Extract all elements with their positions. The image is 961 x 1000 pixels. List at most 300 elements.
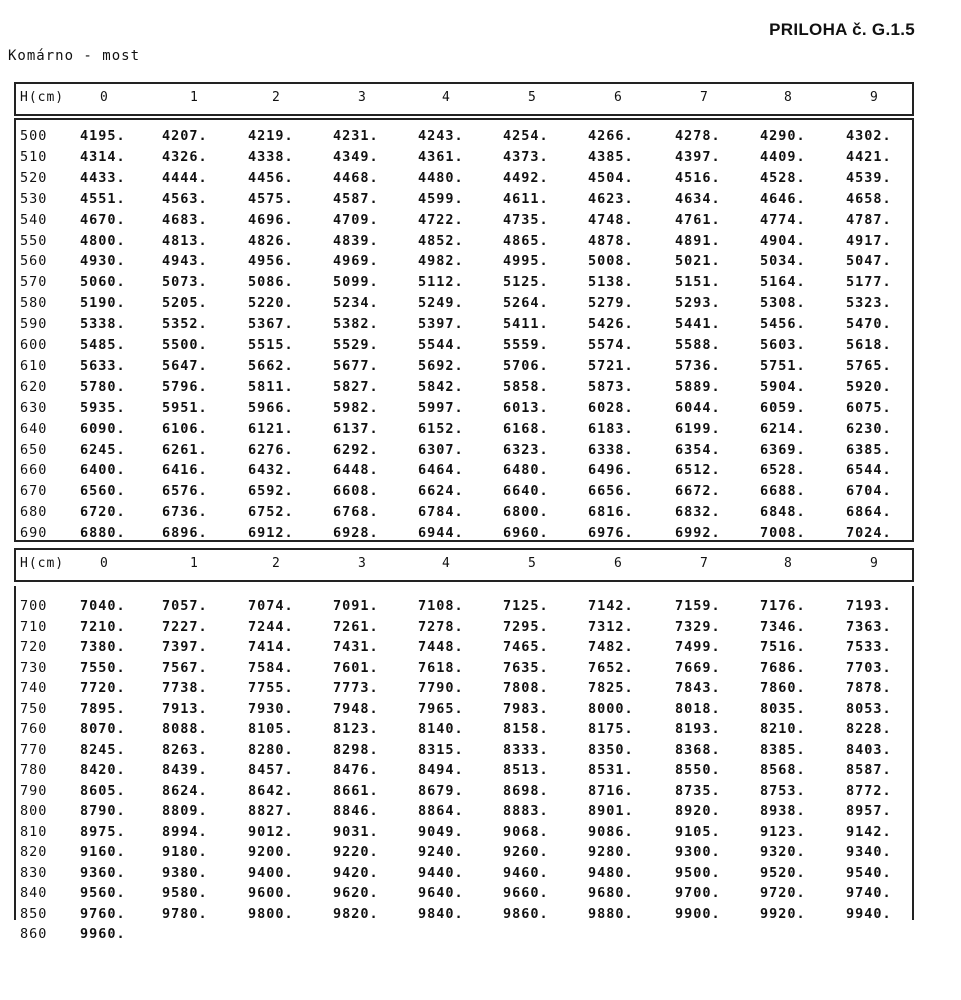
discharge-cell: 5544. xyxy=(418,337,464,353)
discharge-cell: 9031. xyxy=(333,823,379,840)
discharge-cell: 8385. xyxy=(760,741,806,758)
discharge-cell: 8105. xyxy=(248,721,294,737)
discharge-cell: 5500. xyxy=(162,337,208,353)
table-row xyxy=(0,212,961,233)
discharge-cell: 5618. xyxy=(846,337,892,353)
discharge-cell: 5021. xyxy=(675,253,721,270)
discharge-cell: 7965. xyxy=(418,700,464,717)
table-row xyxy=(0,253,961,274)
discharge-cell: 4878. xyxy=(588,232,634,249)
discharge-cell: 8263. xyxy=(162,741,208,758)
header-col-4: 4 xyxy=(442,90,451,105)
discharge-cell: 8901. xyxy=(588,803,634,819)
water-level-cell: 710 xyxy=(20,618,48,635)
discharge-cell: 5677. xyxy=(333,357,379,374)
discharge-cell: 4852. xyxy=(418,232,464,249)
water-level-cell: 520 xyxy=(20,169,48,186)
discharge-cell: 6354. xyxy=(675,441,721,458)
discharge-cell: 6928. xyxy=(333,525,379,542)
discharge-cell: 4634. xyxy=(675,190,721,207)
header-col-9: 9 xyxy=(870,556,879,571)
discharge-cell: 4290. xyxy=(760,128,806,144)
discharge-cell: 5796. xyxy=(162,378,208,395)
discharge-cell: 4516. xyxy=(675,169,721,186)
table-row xyxy=(0,721,961,742)
discharge-cell: 6230. xyxy=(846,420,892,437)
discharge-cell: 8698. xyxy=(503,782,549,799)
water-level-cell: 810 xyxy=(20,823,48,840)
discharge-cell: 6044. xyxy=(675,399,721,416)
header-col-3: 3 xyxy=(358,556,367,571)
discharge-cell: 9320. xyxy=(760,844,806,860)
table-row xyxy=(0,885,961,906)
discharge-cell: 7482. xyxy=(588,639,634,655)
discharge-cell: 7825. xyxy=(588,680,634,696)
discharge-cell: 6416. xyxy=(162,462,208,479)
discharge-cell: 4826. xyxy=(248,232,294,249)
discharge-cell: 8123. xyxy=(333,721,379,737)
discharge-cell: 6168. xyxy=(503,420,549,437)
discharge-cell: 6245. xyxy=(80,441,126,458)
discharge-cell: 5588. xyxy=(675,337,721,353)
discharge-cell: 8439. xyxy=(162,762,208,778)
discharge-cell: 6976. xyxy=(588,525,634,542)
discharge-cell: 6576. xyxy=(162,483,208,500)
water-level-cell: 500 xyxy=(20,128,48,144)
discharge-cell: 4385. xyxy=(588,148,634,165)
discharge-cell: 8000. xyxy=(588,700,634,717)
discharge-cell: 5889. xyxy=(675,378,721,395)
table-row xyxy=(0,660,961,681)
header-col-2: 2 xyxy=(272,556,281,571)
discharge-cell: 4800. xyxy=(80,232,126,249)
table-header-1 xyxy=(14,82,914,116)
table-row xyxy=(0,762,961,783)
discharge-cell: 4409. xyxy=(760,148,806,165)
water-level-cell: 650 xyxy=(20,441,48,458)
discharge-cell: 4373. xyxy=(503,148,549,165)
discharge-cell: 4748. xyxy=(588,211,634,228)
discharge-cell: 7790. xyxy=(418,680,464,696)
discharge-cell: 4930. xyxy=(80,253,126,270)
discharge-cell: 5323. xyxy=(846,295,892,312)
discharge-cell: 9180. xyxy=(162,844,208,860)
discharge-cell: 4575. xyxy=(248,190,294,207)
discharge-cell: 6261. xyxy=(162,441,208,458)
water-level-cell: 700 xyxy=(20,598,48,614)
discharge-cell: 5125. xyxy=(503,274,549,291)
discharge-cell: 4813. xyxy=(162,232,208,249)
water-level-cell: 720 xyxy=(20,639,48,655)
discharge-cell: 6784. xyxy=(418,504,464,521)
discharge-cell: 9940. xyxy=(846,905,892,922)
discharge-cell: 7652. xyxy=(588,659,634,676)
discharge-cell: 6864. xyxy=(846,504,892,521)
discharge-cell: 8193. xyxy=(675,721,721,737)
discharge-cell: 9520. xyxy=(760,864,806,881)
discharge-cell: 7091. xyxy=(333,598,379,614)
water-level-cell: 620 xyxy=(20,378,48,395)
discharge-cell: 6448. xyxy=(333,462,379,479)
discharge-cell: 9160. xyxy=(80,844,126,860)
discharge-cell: 5780. xyxy=(80,378,126,395)
discharge-cell: 5904. xyxy=(760,378,806,395)
header-col-8: 8 xyxy=(784,90,793,105)
discharge-cell: 6152. xyxy=(418,420,464,437)
water-level-cell: 580 xyxy=(20,295,48,312)
discharge-cell: 4761. xyxy=(675,211,721,228)
discharge-cell: 5411. xyxy=(503,316,549,333)
table-row xyxy=(0,233,961,254)
discharge-cell: 7843. xyxy=(675,680,721,696)
water-level-cell: 570 xyxy=(20,274,48,291)
discharge-cell: 7618. xyxy=(418,659,464,676)
discharge-cell: 5873. xyxy=(588,378,634,395)
discharge-cell: 5827. xyxy=(333,378,379,395)
table-row xyxy=(0,504,961,525)
water-level-cell: 840 xyxy=(20,885,48,901)
discharge-cell: 4865. xyxy=(503,232,549,249)
discharge-cell: 5920. xyxy=(846,378,892,395)
header-col-6: 6 xyxy=(614,90,623,105)
discharge-cell: 5706. xyxy=(503,357,549,374)
discharge-cell: 5060. xyxy=(80,274,126,291)
discharge-cell: 5352. xyxy=(162,316,208,333)
discharge-cell: 8368. xyxy=(675,741,721,758)
discharge-cell: 4302. xyxy=(846,128,892,144)
discharge-cell: 7108. xyxy=(418,598,464,614)
discharge-cell: 8827. xyxy=(248,803,294,819)
discharge-cell: 5249. xyxy=(418,295,464,312)
discharge-cell: 5338. xyxy=(80,316,126,333)
discharge-cell: 7773. xyxy=(333,680,379,696)
discharge-cell: 7567. xyxy=(162,659,208,676)
discharge-cell: 7346. xyxy=(760,618,806,635)
header-col-6: 6 xyxy=(614,556,623,571)
discharge-cell: 6214. xyxy=(760,420,806,437)
discharge-cell: 7635. xyxy=(503,659,549,676)
discharge-cell: 5603. xyxy=(760,337,806,353)
discharge-cell: 7329. xyxy=(675,618,721,635)
discharge-cell: 4361. xyxy=(418,148,464,165)
discharge-cell: 9620. xyxy=(333,885,379,901)
discharge-cell: 5721. xyxy=(588,357,634,374)
discharge-cell: 8228. xyxy=(846,721,892,737)
discharge-cell: 7227. xyxy=(162,618,208,635)
table-row xyxy=(0,295,961,316)
discharge-cell: 7930. xyxy=(248,700,294,717)
discharge-cell: 6832. xyxy=(675,504,721,521)
header-col-1: 1 xyxy=(190,90,199,105)
discharge-cell: 8938. xyxy=(760,803,806,819)
discharge-cell: 6323. xyxy=(503,441,549,458)
discharge-cell: 5951. xyxy=(162,399,208,416)
table-header-2 xyxy=(14,548,914,582)
table-row xyxy=(0,170,961,191)
discharge-cell: 7895. xyxy=(80,700,126,717)
discharge-cell: 7738. xyxy=(162,680,208,696)
discharge-cell: 5205. xyxy=(162,295,208,312)
discharge-cell: 6912. xyxy=(248,525,294,542)
water-level-cell: 590 xyxy=(20,316,48,333)
water-level-cell: 610 xyxy=(20,357,48,374)
header-col-7: 7 xyxy=(700,90,709,105)
discharge-cell: 7125. xyxy=(503,598,549,614)
discharge-cell: 6960. xyxy=(503,525,549,542)
discharge-cell: 8994. xyxy=(162,823,208,840)
discharge-cell: 9680. xyxy=(588,885,634,901)
discharge-cell: 4891. xyxy=(675,232,721,249)
discharge-cell: 6292. xyxy=(333,441,379,458)
discharge-cell: 5982. xyxy=(333,399,379,416)
discharge-cell: 5811. xyxy=(248,378,294,395)
discharge-cell: 9640. xyxy=(418,885,464,901)
discharge-cell: 8298. xyxy=(333,741,379,758)
table-row xyxy=(0,274,961,295)
discharge-cell: 6592. xyxy=(248,483,294,500)
discharge-cell: 9420. xyxy=(333,864,379,881)
discharge-cell: 5574. xyxy=(588,337,634,353)
water-level-cell: 630 xyxy=(20,399,48,416)
discharge-cell: 4219. xyxy=(248,128,294,144)
discharge-cell: 6816. xyxy=(588,504,634,521)
discharge-cell: 7024. xyxy=(846,525,892,542)
discharge-cell: 5559. xyxy=(503,337,549,353)
discharge-cell: 8245. xyxy=(80,741,126,758)
table-row xyxy=(0,149,961,170)
discharge-cell: 4982. xyxy=(418,253,464,270)
discharge-cell: 8333. xyxy=(503,741,549,758)
discharge-cell: 4278. xyxy=(675,128,721,144)
discharge-cell: 8531. xyxy=(588,762,634,778)
discharge-cell: 6464. xyxy=(418,462,464,479)
discharge-cell: 9400. xyxy=(248,864,294,881)
header-h-cm: H(cm) xyxy=(20,556,65,571)
table-row xyxy=(0,865,961,886)
discharge-cell: 7176. xyxy=(760,598,806,614)
discharge-cell: 6276. xyxy=(248,441,294,458)
discharge-cell: 5935. xyxy=(80,399,126,416)
discharge-cell: 9500. xyxy=(675,864,721,881)
water-level-cell: 860 xyxy=(20,926,48,942)
discharge-cell: 7533. xyxy=(846,639,892,655)
discharge-cell: 9220. xyxy=(333,844,379,860)
discharge-cell: 9440. xyxy=(418,864,464,881)
discharge-cell: 4254. xyxy=(503,128,549,144)
discharge-cell: 6752. xyxy=(248,504,294,521)
discharge-cell: 5426. xyxy=(588,316,634,333)
header-col-9: 9 xyxy=(870,90,879,105)
discharge-cell: 7142. xyxy=(588,598,634,614)
discharge-cell: 6704. xyxy=(846,483,892,500)
discharge-cell: 4349. xyxy=(333,148,379,165)
water-level-cell: 790 xyxy=(20,782,48,799)
discharge-cell: 5662. xyxy=(248,357,294,374)
discharge-cell: 5470. xyxy=(846,316,892,333)
discharge-cell: 9760. xyxy=(80,905,126,922)
table-row xyxy=(0,844,961,865)
discharge-cell: 5293. xyxy=(675,295,721,312)
discharge-cell: 5220. xyxy=(248,295,294,312)
discharge-cell: 7448. xyxy=(418,639,464,655)
gauge-station-name: Komárno - most xyxy=(8,48,141,64)
water-level-cell: 850 xyxy=(20,905,48,922)
discharge-cell: 7703. xyxy=(846,659,892,676)
table-row xyxy=(0,483,961,504)
discharge-cell: 8420. xyxy=(80,762,126,778)
discharge-cell: 8642. xyxy=(248,782,294,799)
discharge-cell: 4231. xyxy=(333,128,379,144)
water-level-cell: 740 xyxy=(20,680,48,696)
discharge-cell: 5382. xyxy=(333,316,379,333)
table-row xyxy=(0,400,961,421)
table-row xyxy=(0,379,961,400)
discharge-cell: 8587. xyxy=(846,762,892,778)
header-h-cm: H(cm) xyxy=(20,90,65,105)
discharge-cell: 8476. xyxy=(333,762,379,778)
discharge-cell: 7008. xyxy=(760,525,806,542)
table-row xyxy=(0,442,961,463)
header-col-1: 1 xyxy=(190,556,199,571)
discharge-cell: 8315. xyxy=(418,741,464,758)
discharge-cell: 9740. xyxy=(846,885,892,901)
discharge-cell: 9300. xyxy=(675,844,721,860)
discharge-cell: 4722. xyxy=(418,211,464,228)
water-level-cell: 780 xyxy=(20,762,48,778)
discharge-cell: 4646. xyxy=(760,190,806,207)
water-level-cell: 550 xyxy=(20,232,48,249)
discharge-cell: 6736. xyxy=(162,504,208,521)
water-level-cell: 600 xyxy=(20,337,48,353)
discharge-cell: 4956. xyxy=(248,253,294,270)
discharge-cell: 5441. xyxy=(675,316,721,333)
discharge-cell: 5190. xyxy=(80,295,126,312)
table-row xyxy=(0,337,961,358)
discharge-cell: 8624. xyxy=(162,782,208,799)
discharge-cell: 5164. xyxy=(760,274,806,291)
discharge-cell: 8457. xyxy=(248,762,294,778)
discharge-cell: 6512. xyxy=(675,462,721,479)
discharge-cell: 5264. xyxy=(503,295,549,312)
discharge-cell: 8790. xyxy=(80,803,126,819)
table-row xyxy=(0,191,961,212)
discharge-cell: 7499. xyxy=(675,639,721,655)
discharge-cell: 8158. xyxy=(503,721,549,737)
discharge-cell: 6896. xyxy=(162,525,208,542)
discharge-cell: 4611. xyxy=(503,190,549,207)
header-col-5: 5 xyxy=(528,90,537,105)
discharge-cell: 4599. xyxy=(418,190,464,207)
header-col-3: 3 xyxy=(358,90,367,105)
discharge-cell: 6137. xyxy=(333,420,379,437)
discharge-cell: 9580. xyxy=(162,885,208,901)
discharge-cell: 4444. xyxy=(162,169,208,186)
discharge-cell: 9340. xyxy=(846,844,892,860)
discharge-cell: 7295. xyxy=(503,618,549,635)
discharge-cell: 5765. xyxy=(846,357,892,374)
discharge-cell: 5751. xyxy=(760,357,806,374)
header-col-0: 0 xyxy=(100,556,109,571)
discharge-cell: 6672. xyxy=(675,483,721,500)
discharge-cell: 8809. xyxy=(162,803,208,819)
discharge-cell: 8088. xyxy=(162,721,208,737)
discharge-cell: 4456. xyxy=(248,169,294,186)
discharge-cell: 6768. xyxy=(333,504,379,521)
discharge-cell: 8957. xyxy=(846,803,892,819)
discharge-cell: 6640. xyxy=(503,483,549,500)
discharge-cell: 8070. xyxy=(80,721,126,737)
water-level-cell: 690 xyxy=(20,525,48,542)
discharge-cell: 6075. xyxy=(846,399,892,416)
header-col-7: 7 xyxy=(700,556,709,571)
discharge-cell: 5966. xyxy=(248,399,294,416)
discharge-cell: 6624. xyxy=(418,483,464,500)
discharge-cell: 8210. xyxy=(760,721,806,737)
discharge-cell: 7159. xyxy=(675,598,721,614)
discharge-cell: 5047. xyxy=(846,253,892,270)
discharge-cell: 6544. xyxy=(846,462,892,479)
discharge-cell: 9260. xyxy=(503,844,549,860)
water-level-cell: 540 xyxy=(20,211,48,228)
discharge-cell: 5073. xyxy=(162,274,208,291)
discharge-cell: 7193. xyxy=(846,598,892,614)
discharge-cell: 4326. xyxy=(162,148,208,165)
table-row xyxy=(0,128,961,149)
discharge-cell: 4623. xyxy=(588,190,634,207)
discharge-cell: 5008. xyxy=(588,253,634,270)
discharge-cell: 8661. xyxy=(333,782,379,799)
discharge-cell: 5367. xyxy=(248,316,294,333)
discharge-cell: 7948. xyxy=(333,700,379,717)
discharge-cell: 9086. xyxy=(588,823,634,840)
table-row xyxy=(0,680,961,701)
discharge-cell: 4314. xyxy=(80,148,126,165)
discharge-cell: 5529. xyxy=(333,337,379,353)
discharge-cell: 9480. xyxy=(588,864,634,881)
discharge-cell: 9068. xyxy=(503,823,549,840)
water-level-cell: 670 xyxy=(20,483,48,500)
discharge-cell: 8053. xyxy=(846,700,892,717)
discharge-cell: 4433. xyxy=(80,169,126,186)
discharge-cell: 9360. xyxy=(80,864,126,881)
discharge-cell: 7380. xyxy=(80,639,126,655)
discharge-cell: 8550. xyxy=(675,762,721,778)
discharge-cell: 7686. xyxy=(760,659,806,676)
discharge-cell: 6432. xyxy=(248,462,294,479)
discharge-cell: 6656. xyxy=(588,483,634,500)
discharge-cell: 8975. xyxy=(80,823,126,840)
discharge-cell: 5515. xyxy=(248,337,294,353)
discharge-cell: 4492. xyxy=(503,169,549,186)
discharge-cell: 6560. xyxy=(80,483,126,500)
discharge-cell: 7074. xyxy=(248,598,294,614)
discharge-cell: 6028. xyxy=(588,399,634,416)
water-level-cell: 730 xyxy=(20,659,48,676)
discharge-cell: 4735. xyxy=(503,211,549,228)
table-row xyxy=(0,421,961,442)
discharge-cell: 8140. xyxy=(418,721,464,737)
discharge-cell: 5086. xyxy=(248,274,294,291)
discharge-cell: 8403. xyxy=(846,741,892,758)
discharge-cell: 9860. xyxy=(503,905,549,922)
discharge-cell: 4551. xyxy=(80,190,126,207)
discharge-cell: 9880. xyxy=(588,905,634,922)
discharge-cell: 6307. xyxy=(418,441,464,458)
discharge-cell: 5842. xyxy=(418,378,464,395)
discharge-cell: 6608. xyxy=(333,483,379,500)
discharge-cell: 8035. xyxy=(760,700,806,717)
discharge-cell: 8679. xyxy=(418,782,464,799)
